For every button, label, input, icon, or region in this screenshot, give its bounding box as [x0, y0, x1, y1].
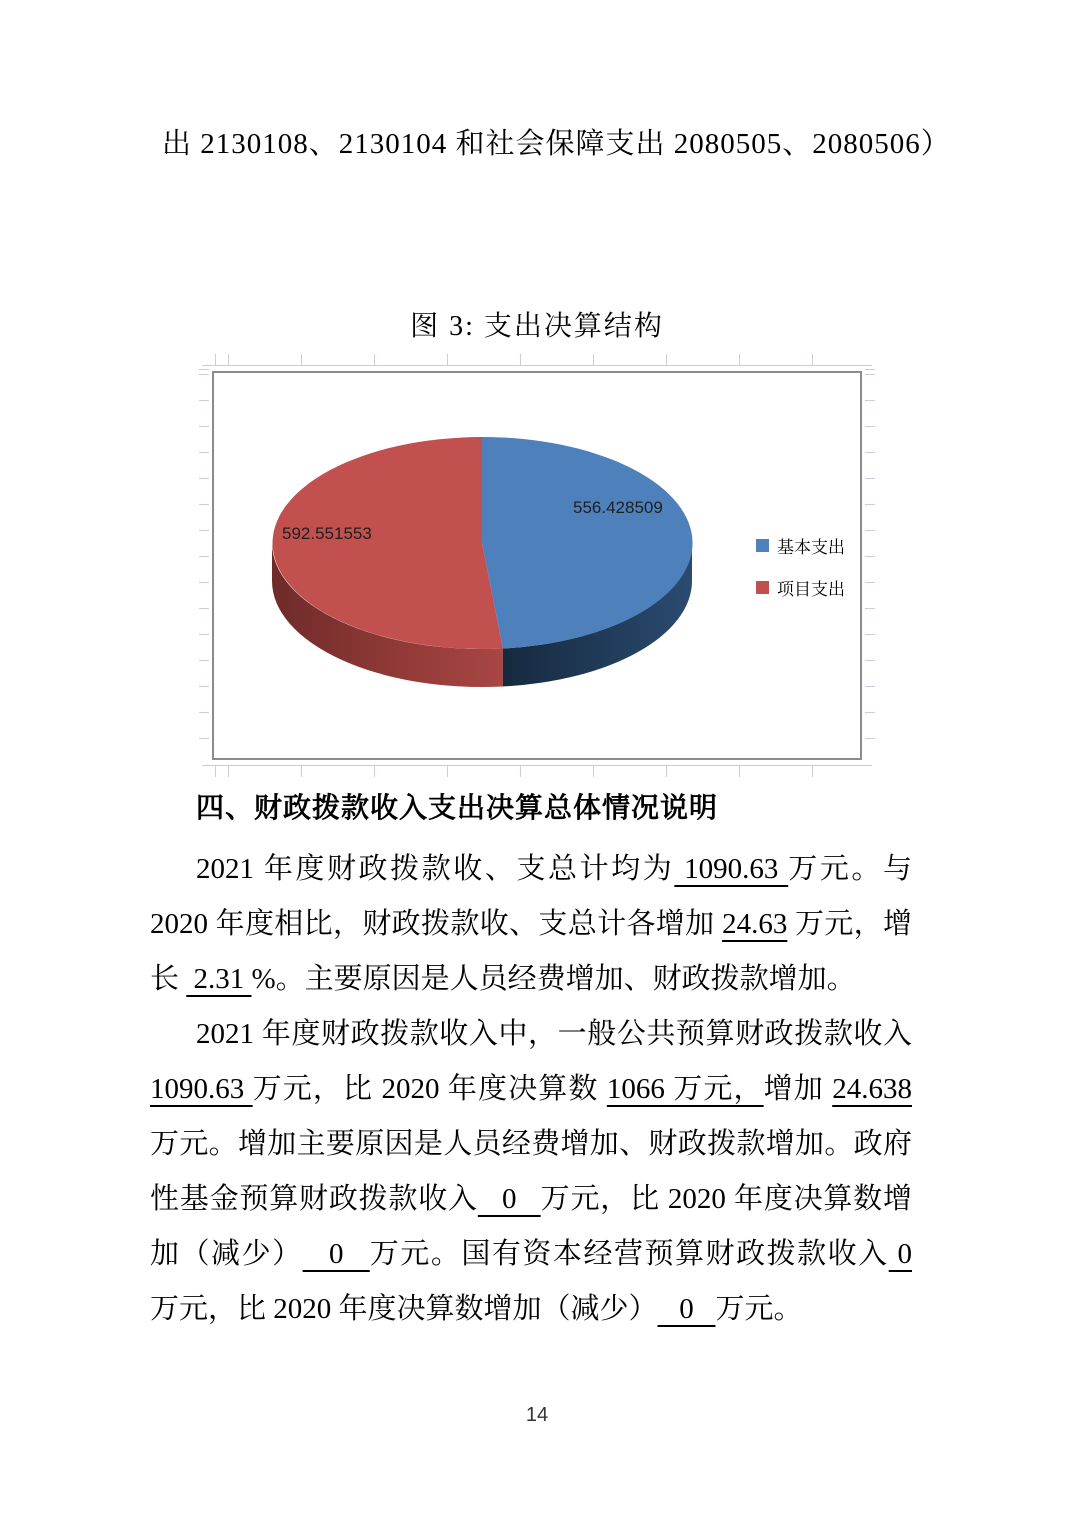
underlined-value: 0 — [477, 1183, 541, 1215]
underlined-value: 24.63 — [722, 908, 788, 940]
section-heading: 四、财政拨款收入支出决算总体情况说明 — [196, 792, 719, 823]
gridline-ruler-left — [199, 368, 209, 763]
underlined-value: 24.638 — [832, 1073, 912, 1105]
text-segment: 万元。国有资本经营预算财政拨款收入 — [369, 1238, 889, 1270]
page-number: 14 — [525, 1404, 549, 1426]
legend-label-project: 项目支出 — [777, 580, 845, 599]
text-segment: 万元，比 2020 年度决算数 — [252, 1073, 607, 1105]
text-segment: 万元，比 2020 年度决算数增 — [540, 1183, 912, 1215]
body-line — [150, 1007, 912, 1062]
underlined-value: 1066 万元， — [606, 1073, 764, 1105]
gridline-ruler-bottom — [202, 765, 872, 777]
figure-frame — [212, 371, 862, 760]
gridline-ruler-top — [202, 354, 872, 366]
text-segment: 2020 年度相比，财政拨款收、支总计各增加 — [150, 908, 723, 940]
legend-item-basic — [756, 533, 845, 558]
text-segment: 万元，增 — [787, 908, 912, 940]
body-line — [150, 1282, 912, 1337]
text-segment: 性基金预算财政拨款收入 — [150, 1183, 478, 1215]
body-line — [150, 1062, 912, 1117]
data-label-project: 592.551553 — [282, 524, 372, 543]
legend-label-basic: 基本支出 — [777, 538, 845, 557]
body-text — [150, 842, 912, 1337]
legend-swatch-project-icon — [756, 581, 769, 594]
data-label-basic: 556.428509 — [573, 498, 663, 517]
text-segment: 2021 年度财政拨款收、支总计均为 — [196, 853, 675, 885]
text-segment: 万元。增加主要原因是人员经费增加、财政拨款增加。政府 — [150, 1128, 912, 1160]
text-segment: 2021 年度财政拨款收入中，一般公共预算财政拨款收入 — [196, 1018, 912, 1050]
figure-title: 图 3: 支出决算结构 — [410, 311, 664, 342]
underlined-value: 1090.63 — [674, 853, 789, 885]
text-segment: 万元。与 — [788, 853, 912, 885]
body-line — [150, 1117, 912, 1172]
body-line — [150, 897, 912, 952]
body-line — [150, 1227, 912, 1282]
text-segment: 万元，比 2020 年度决算数增加（减少） — [150, 1293, 658, 1325]
intro-text: 出 2130108、2130104 和社会保障支出 2080505、2080506） — [162, 128, 951, 160]
text-segment: %。主要原因是人员经费增加、财政拨款增加。 — [251, 963, 856, 995]
legend-swatch-basic-icon — [756, 539, 769, 552]
gridline-ruler-right — [865, 368, 875, 763]
underlined-value: 1090.63 — [150, 1073, 253, 1105]
legend-item-project — [756, 575, 845, 600]
text-segment: 增加 — [763, 1073, 833, 1105]
underlined-value: 0 — [302, 1238, 370, 1270]
body-line — [150, 1172, 912, 1227]
body-line — [150, 952, 912, 1007]
underlined-value: 0 — [888, 1238, 912, 1270]
chart-legend — [756, 533, 845, 600]
underlined-value: 0 — [657, 1293, 716, 1325]
body-line — [150, 842, 912, 897]
underlined-value: 2.31 — [186, 963, 252, 995]
text-segment: 长 — [150, 963, 187, 995]
text-segment: 加（减少） — [150, 1238, 303, 1270]
text-segment: 万元。 — [715, 1293, 803, 1325]
